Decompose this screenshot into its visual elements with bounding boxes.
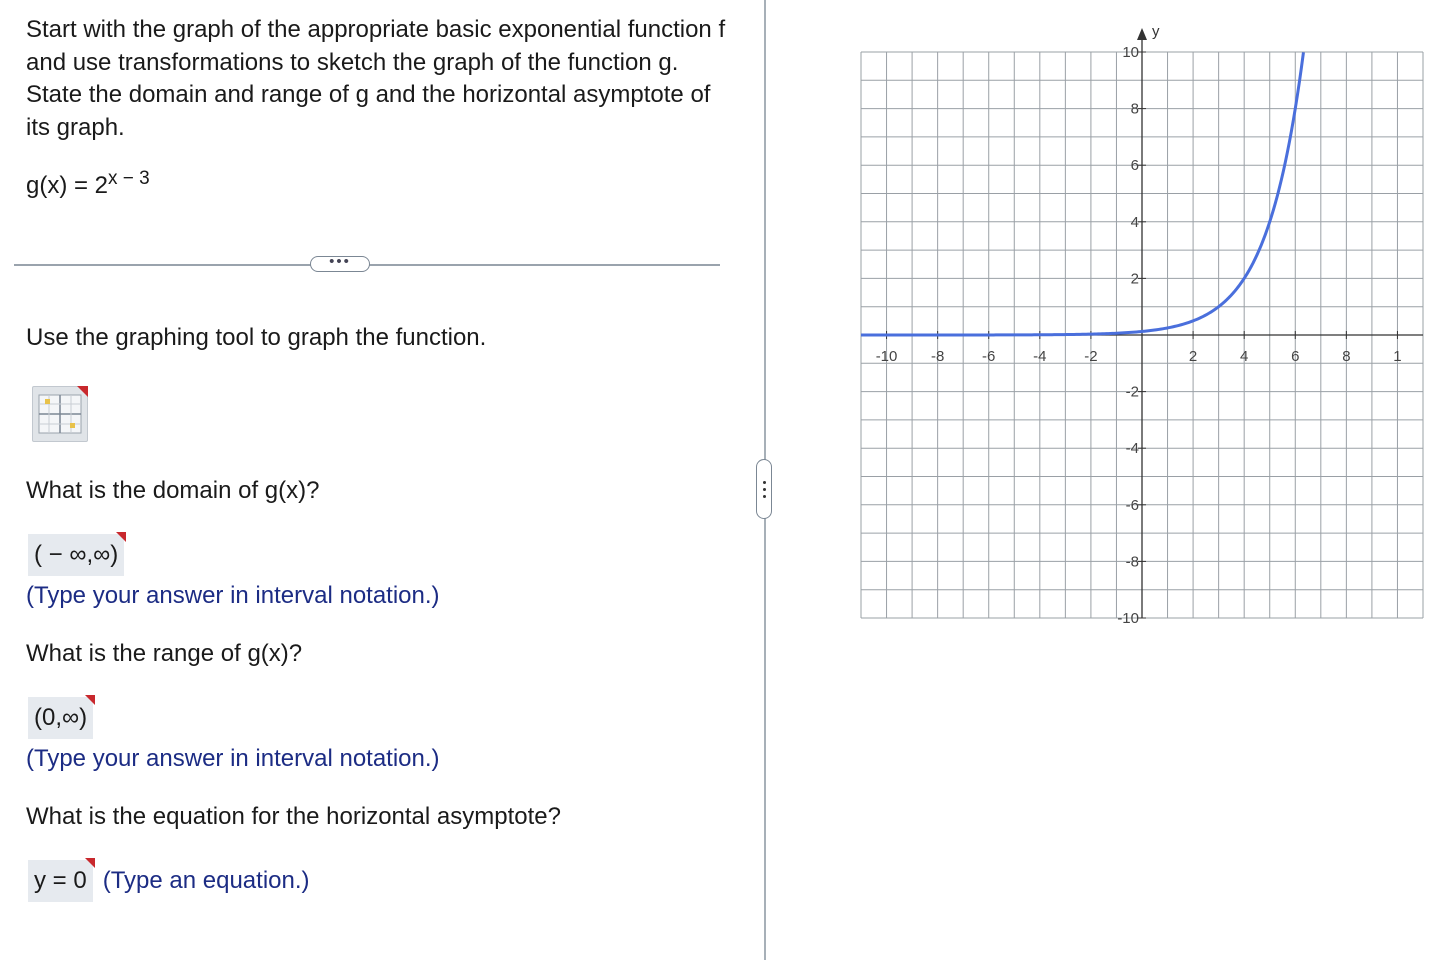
x-tick-label: -2 [1084,348,1098,365]
x-tick-label: 6 [1291,348,1300,365]
domain-answer-flag [116,532,126,542]
graph-panel[interactable] [820,0,1440,645]
y-tick-label: -8 [1125,553,1139,571]
x-tick-label: -4 [1033,348,1047,365]
expand-more-button[interactable]: ••• [310,256,370,272]
asymptote-answer-value: y = 0 [34,867,87,894]
y-tick-label: 10 [1122,44,1139,61]
function-definition [26,168,150,200]
y-axis-label: y [1152,23,1160,40]
asymptote-row [28,860,310,902]
asymptote-hint: (Type an equation.) [102,867,310,894]
y-tick-label: 4 [1130,213,1139,231]
graphing-tool-button[interactable] [32,386,88,442]
range-question: What is the range of g(x)? [26,640,303,667]
x-tick-label: 2 [1188,348,1198,365]
y-tick-label: -6 [1125,496,1139,514]
x-tick-label: -10 [875,348,898,365]
y-tick-label: -2 [1125,383,1139,401]
y-tick-label: 2 [1130,270,1139,288]
asymptote-question: What is the equation for the horizontal asymptote? [26,803,561,830]
y-tick-label: -10 [1117,610,1139,627]
y-tick-label: 6 [1130,157,1139,175]
y-tick-label: 8 [1130,100,1139,118]
y-axis-arrow-icon [1137,28,1147,40]
asymptote-answer-field[interactable] [28,860,93,902]
graph-instruction: Use the graphing tool to graph the function. [26,324,487,351]
x-tick-label: 8 [1342,348,1351,365]
problem-statement: Start with the graph of the appropriate basic exponential function f and use transformations to sketch the graph of the function g. State the domain and range of g and the horizontal asymptote of its graph. [26,16,726,141]
range-answer-flag [85,695,95,705]
x-tick-label: 1 [1393,348,1402,365]
range-answer-value: (0,∞) [34,704,88,731]
function-exponent: x − 3 [108,168,150,189]
axes-layer [861,23,1423,618]
range-hint: (Type your answer in interval notation.) [26,745,440,772]
x-tick-label: -8 [930,348,945,365]
coordinate-graph[interactable] [820,0,1440,640]
splitter-handle[interactable] [756,459,772,519]
x-tick-label: -6 [982,348,996,365]
asymptote-answer-flag [85,858,95,868]
domain-answer-field[interactable] [28,534,124,576]
y-tick-label: -4 [1125,440,1139,458]
tool-flag [77,386,88,397]
range-answer-field[interactable] [28,697,93,739]
domain-question: What is the domain of g(x)? [26,477,320,504]
x-tick-label: 4 [1240,348,1249,365]
function-base: g(x) = 2 [26,172,109,199]
domain-answer-value: ( − ∞,∞) [34,541,119,568]
domain-hint: (Type your answer in interval notation.) [26,582,440,609]
